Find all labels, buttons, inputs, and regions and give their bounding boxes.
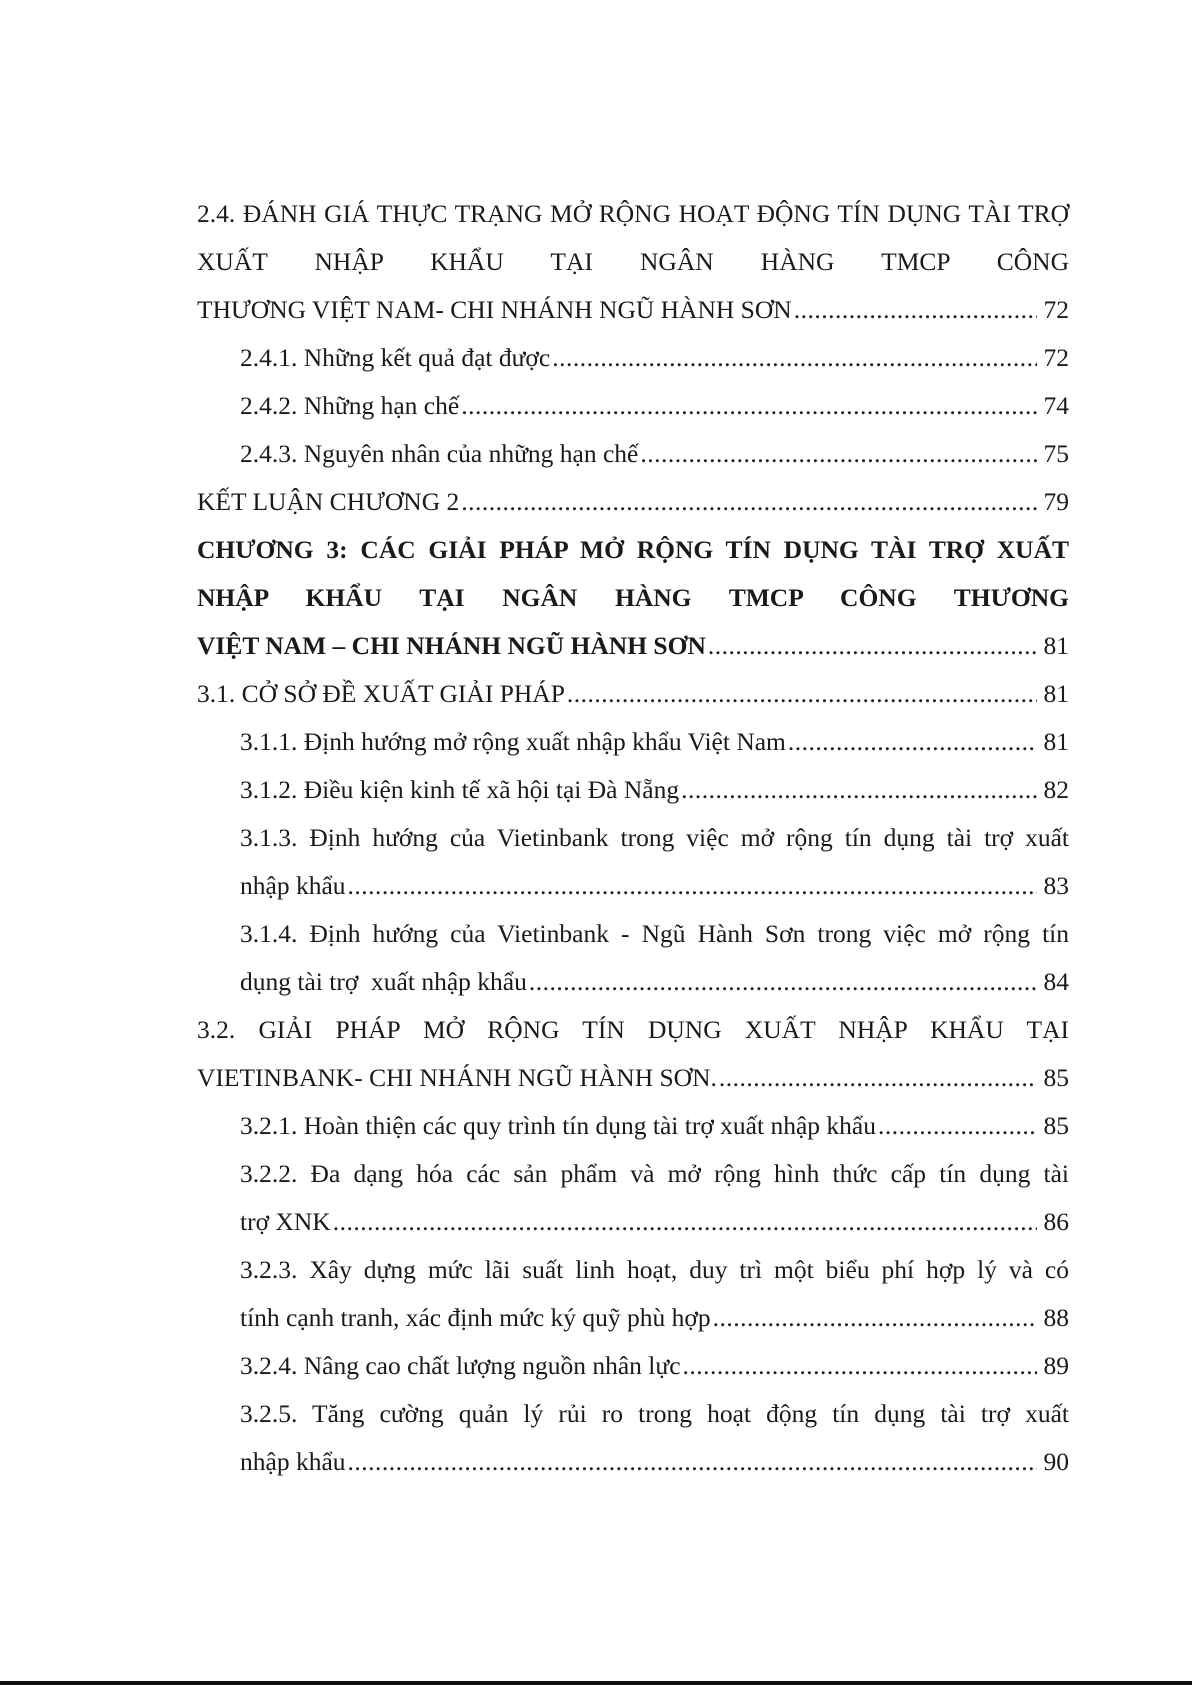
toc-entry-text: 3.2.4. Nâng cao chất lượng nguồn nhân lực	[240, 1351, 681, 1380]
toc-page-number: 72	[1043, 295, 1069, 324]
toc-entry-line	[240, 1102, 1069, 1150]
toc-page-number: 79	[1043, 487, 1069, 516]
toc-entry-text: 3.2.3. Xây dựng mức lãi suất linh hoạt, duy trì một biểu phí hợp lý và có	[240, 1255, 1069, 1284]
dot-leader	[708, 622, 1037, 670]
toc-entry-line	[240, 1294, 1069, 1342]
toc-entry-text: 3.1.3. Định hướng của Vietinbank trong việc mở rộng tín dụng tài trợ xuất	[240, 823, 1069, 852]
toc-entry-line	[240, 1342, 1069, 1390]
toc-entry-line	[240, 1438, 1069, 1486]
dot-leader	[788, 718, 1037, 766]
table-of-contents	[197, 190, 1069, 1486]
toc-entry-line	[240, 718, 1069, 766]
toc-entry-text: nhập khẩu	[240, 1447, 346, 1476]
toc-entry-line	[240, 766, 1069, 814]
toc-entry-text: 3.2.1. Hoàn thiện các quy trình tín dụng tài trợ xuất nhập khẩu	[240, 1111, 876, 1140]
toc-entry-line	[240, 1198, 1069, 1246]
toc-page-number: 81	[1043, 679, 1069, 708]
toc-entry-text: VIỆT NAM – CHI NHÁNH NGŨ HÀNH SƠN	[197, 631, 706, 660]
toc-page-number: 88	[1043, 1303, 1069, 1332]
dot-leader	[461, 478, 1037, 526]
toc-entry-3-2-5[interactable]	[197, 1390, 1069, 1486]
toc-entry-text: 2.4.2. Những hạn chế	[240, 391, 460, 420]
toc-entry-text: 3.2.2. Đa dạng hóa các sản phẩm và mở rộng hình thức cấp tín dụng tài	[240, 1159, 1069, 1188]
toc-entry-text: VIETINBANK- CHI NHÁNH NGŨ HÀNH SƠN.	[197, 1063, 717, 1092]
toc-entry-line	[197, 670, 1069, 718]
toc-page-number: 75	[1043, 439, 1069, 468]
toc-entry-text: 3.1.1. Định hướng mở rộng xuất nhập khẩu Việt Nam	[240, 727, 786, 756]
dot-leader	[348, 1438, 1037, 1486]
toc-entry-line	[240, 862, 1069, 910]
dot-leader	[794, 286, 1037, 334]
toc-entry-3-1-2[interactable]	[197, 766, 1069, 814]
dot-leader	[529, 958, 1037, 1006]
toc-entry-3-1-1[interactable]	[197, 718, 1069, 766]
toc-entry-text: dụng tài trợ xuất nhập khẩu	[240, 967, 527, 996]
toc-entry-line	[197, 286, 1069, 334]
toc-page-number: 85	[1043, 1111, 1069, 1140]
toc-page-number: 89	[1043, 1351, 1069, 1380]
dot-leader	[348, 862, 1037, 910]
toc-page-number: 82	[1043, 775, 1069, 804]
toc-entry-3-2-3[interactable]	[197, 1246, 1069, 1342]
dot-leader	[681, 766, 1037, 814]
toc-entry-2-4-2[interactable]	[197, 382, 1069, 430]
toc-entry-text: 3.1. CỞ SỞ ĐỀ XUẤT GIẢI PHÁP	[197, 679, 565, 708]
toc-entry-text: 3.2.5. Tăng cường quản lý rủi ro trong hoạt động tín dụng tài trợ xuất	[240, 1399, 1069, 1428]
dot-leader	[461, 382, 1037, 430]
toc-entry-text: THƯƠNG VIỆT NAM- CHI NHÁNH NGŨ HÀNH SƠN	[197, 295, 792, 324]
dot-leader	[552, 334, 1037, 382]
toc-entry-3-2-4[interactable]	[197, 1342, 1069, 1390]
toc-entry-text: 2.4.1. Những kết quả đạt được	[240, 343, 551, 372]
toc-entry-line	[197, 478, 1069, 526]
toc-entry-2-4-1[interactable]	[197, 334, 1069, 382]
toc-entry-text: trợ XNK	[240, 1207, 331, 1236]
toc-entry-line	[240, 958, 1069, 1006]
dot-leader	[333, 1198, 1037, 1246]
toc-entry-text: 3.1.2. Điều kiện kinh tế xã hội tại Đà Nẵng	[240, 775, 680, 804]
toc-entry-text: CHƯƠNG 3: CÁC GIẢI PHÁP MỞ RỘNG TÍN DỤNG TÀI TRỢ XUẤT NHẬP KHẨU TẠI NGÂN HÀNG TMCP CÔNG THƯƠNG	[197, 535, 1069, 612]
toc-entry-line	[240, 382, 1069, 430]
toc-entry-3-2[interactable]	[197, 1006, 1069, 1102]
toc-page-number: 72	[1043, 343, 1069, 372]
dot-leader	[567, 670, 1037, 718]
toc-entry-3-1-4[interactable]	[197, 910, 1069, 1006]
toc-page-number: 86	[1043, 1207, 1069, 1236]
toc-entry-3-1[interactable]	[197, 670, 1069, 718]
toc-page-number: 90	[1043, 1447, 1069, 1476]
toc-page-number: 84	[1043, 967, 1069, 996]
toc-entry-text: 2.4.3. Nguyên nhân của những hạn chế	[240, 439, 639, 468]
dot-leader	[713, 1294, 1037, 1342]
toc-entry-text: 3.2. GIẢI PHÁP MỞ RỘNG TÍN DỤNG XUẤT NHẬP KHẨU TẠI	[197, 1015, 1069, 1044]
toc-page-number: 81	[1043, 631, 1069, 660]
toc-page-number: 81	[1043, 727, 1069, 756]
toc-entry-text: tính cạnh tranh, xác định mức ký quỹ phù hợp	[240, 1303, 711, 1332]
toc-entry-line	[240, 430, 1069, 478]
toc-entry-text: 3.1.4. Định hướng của Vietinbank - Ngũ Hành Sơn trong việc mở rộng tín	[240, 919, 1069, 948]
toc-entry-3-2-2[interactable]	[197, 1150, 1069, 1246]
toc-entry-ket-luan-chuong-2[interactable]	[197, 478, 1069, 526]
toc-page-number: 85	[1043, 1063, 1069, 1092]
toc-page-number: 83	[1043, 871, 1069, 900]
toc-entry-line	[240, 334, 1069, 382]
toc-page-number: 74	[1043, 391, 1069, 420]
toc-entry-text: nhập khẩu	[240, 871, 346, 900]
toc-entry-3-2-1[interactable]	[197, 1102, 1069, 1150]
toc-entry-text: KẾT LUẬN CHƯƠNG 2	[197, 487, 460, 516]
toc-entry-line	[197, 1054, 1069, 1102]
toc-entry-2-4-3[interactable]	[197, 430, 1069, 478]
dot-leader	[719, 1054, 1037, 1102]
toc-entry-3-1-3[interactable]	[197, 814, 1069, 910]
dot-leader	[640, 430, 1037, 478]
toc-entry-chuong-3[interactable]	[197, 526, 1069, 670]
toc-entry-line	[197, 622, 1069, 670]
toc-entry-text: 2.4. ĐÁNH GIÁ THỰC TRẠNG MỞ RỘNG HOẠT ĐỘNG TÍN DỤNG TÀI TRỢ XUẤT NHẬP KHẨU TẠI NGÂN HÀNG TMCP CÔNG	[197, 199, 1069, 276]
dot-leader	[683, 1342, 1037, 1390]
page-bottom-border	[0, 1681, 1192, 1685]
dot-leader	[878, 1102, 1037, 1150]
toc-entry-2-4[interactable]	[197, 190, 1069, 334]
